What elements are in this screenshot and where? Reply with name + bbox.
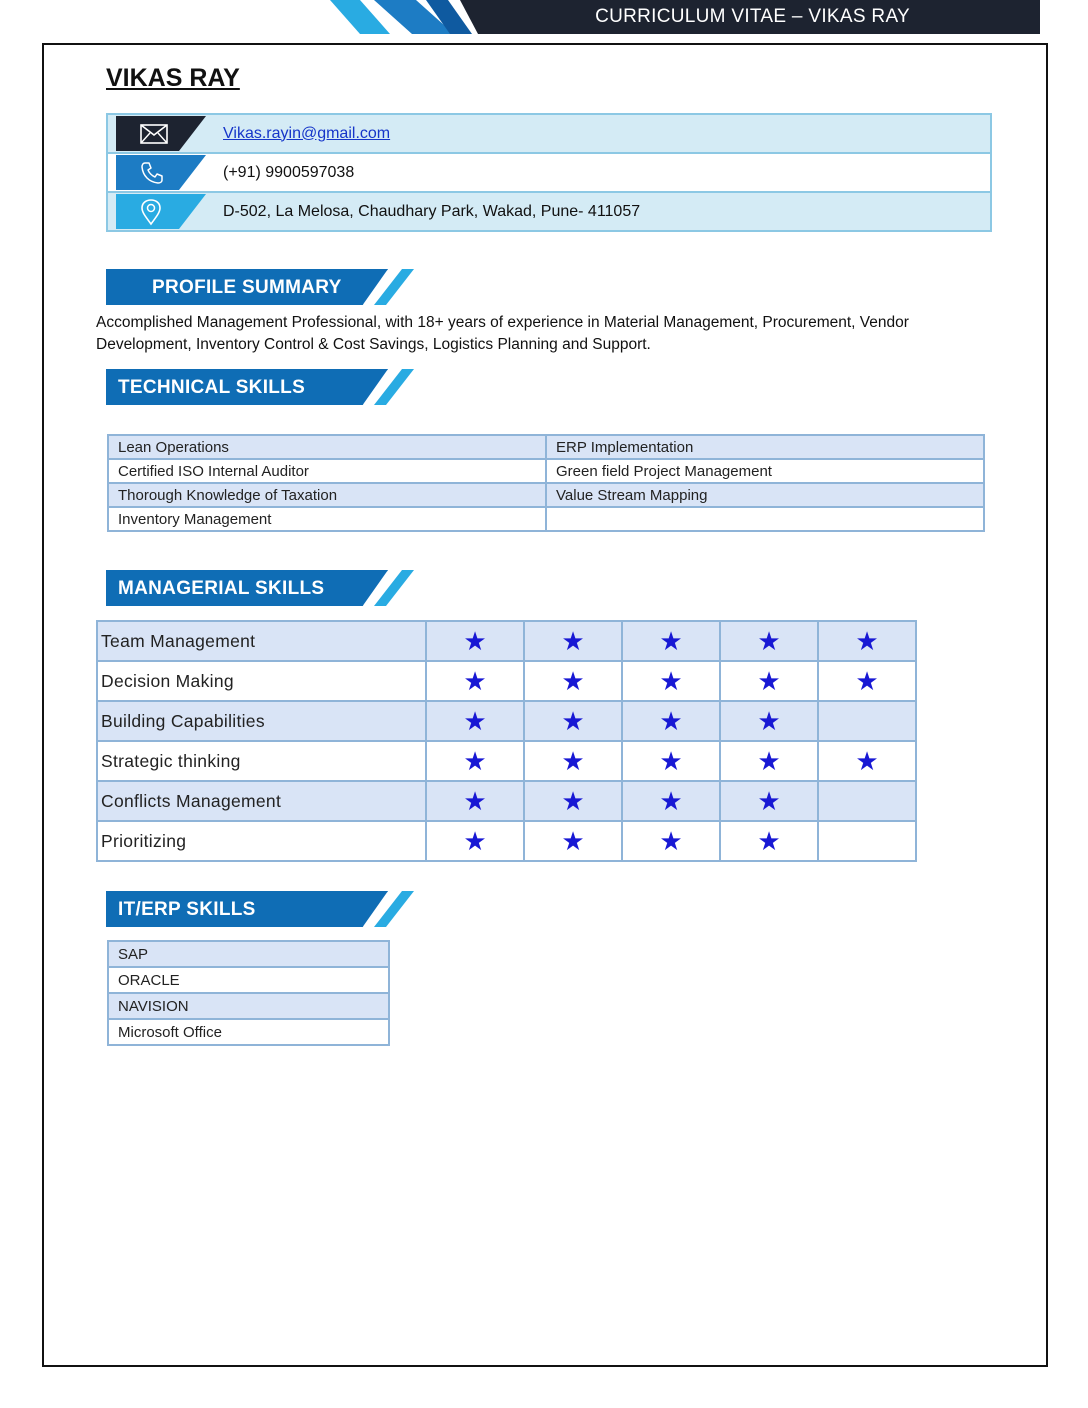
star-icon: ★ <box>720 701 818 741</box>
star-icon: ★ <box>524 621 622 661</box>
skill-name: Prioritizing <box>97 821 426 861</box>
section-header-managerial-skills <box>106 570 416 608</box>
table-row <box>97 781 916 821</box>
star-icon: ★ <box>720 821 818 861</box>
table-row <box>108 507 984 531</box>
star-icon: ★ <box>524 781 622 821</box>
section-header-technical-skills <box>106 369 416 407</box>
table-row <box>108 967 389 993</box>
star-icon: ★ <box>524 661 622 701</box>
table-row <box>108 459 984 483</box>
star-icon: ★ <box>720 781 818 821</box>
table-cell: Microsoft Office <box>108 1019 389 1045</box>
section-title: MANAGERIAL SKILLS <box>118 578 325 599</box>
table-cell: Certified ISO Internal Auditor <box>108 459 546 483</box>
star-icon: ★ <box>622 701 720 741</box>
table-cell: Value Stream Mapping <box>546 483 984 507</box>
candidate-name: VIKAS RAY <box>106 64 240 92</box>
contact-row-email <box>108 115 990 154</box>
empty-rating-cell <box>818 781 916 821</box>
star-icon: ★ <box>622 821 720 861</box>
star-icon: ★ <box>622 781 720 821</box>
section-title: PROFILE SUMMARY <box>152 277 342 298</box>
star-icon: ★ <box>622 741 720 781</box>
table-row <box>108 483 984 507</box>
star-icon: ★ <box>524 821 622 861</box>
table-row <box>108 993 389 1019</box>
empty-rating-cell <box>818 821 916 861</box>
empty-rating-cell <box>818 701 916 741</box>
envelope-icon <box>116 116 206 151</box>
phone-number: (+91) 9900597038 <box>223 163 355 181</box>
table-row <box>97 621 916 661</box>
phone-icon <box>116 155 206 190</box>
top-banner <box>330 0 1040 34</box>
table-row <box>108 435 984 459</box>
address: D-502, La Melosa, Chaudhary Park, Wakad, Pune- 411057 <box>223 202 641 220</box>
skill-name: Conflicts Management <box>97 781 426 821</box>
banner-title: CURRICULUM VITAE – VIKAS RAY <box>595 6 910 27</box>
contact-row-phone <box>108 154 990 193</box>
section-header-profile-summary <box>106 269 416 307</box>
skill-name: Team Management <box>97 621 426 661</box>
table-row <box>97 821 916 861</box>
managerial-skills-table <box>96 620 917 862</box>
star-icon: ★ <box>720 661 818 701</box>
star-icon: ★ <box>426 701 524 741</box>
star-icon: ★ <box>524 741 622 781</box>
table-cell: Lean Operations <box>108 435 546 459</box>
table-row <box>108 941 389 967</box>
contact-row-address <box>108 193 990 230</box>
table-cell: NAVISION <box>108 993 389 1019</box>
skill-name: Decision Making <box>97 661 426 701</box>
star-icon: ★ <box>426 781 524 821</box>
table-cell: Green field Project Management <box>546 459 984 483</box>
location-pin-icon <box>116 194 206 229</box>
star-icon: ★ <box>524 701 622 741</box>
star-icon: ★ <box>818 661 916 701</box>
star-icon: ★ <box>622 621 720 661</box>
table-row <box>97 741 916 781</box>
star-icon: ★ <box>426 821 524 861</box>
star-icon: ★ <box>720 741 818 781</box>
table-row <box>97 701 916 741</box>
section-header-it-erp-skills <box>106 891 416 929</box>
skill-name: Building Capabilities <box>97 701 426 741</box>
table-row <box>97 661 916 701</box>
it-erp-skills-table <box>107 940 390 1046</box>
email-link[interactable]: Vikas.rayin@gmail.com <box>223 124 391 142</box>
profile-summary-text: Accomplished Management Professional, with 18+ years of experience in Material Management, Procurement, Vendor Development, Inventory Control & Cost Savings, Logistics Planning and Support. <box>96 314 909 353</box>
table-row <box>108 1019 389 1045</box>
star-icon: ★ <box>426 741 524 781</box>
star-icon: ★ <box>426 621 524 661</box>
star-icon: ★ <box>720 621 818 661</box>
star-icon: ★ <box>622 661 720 701</box>
table-cell: Inventory Management <box>108 507 546 531</box>
table-cell: Thorough Knowledge of Taxation <box>108 483 546 507</box>
table-cell: ERP Implementation <box>546 435 984 459</box>
contact-block <box>106 113 992 232</box>
technical-skills-table <box>107 434 985 532</box>
table-cell: SAP <box>108 941 389 967</box>
star-icon: ★ <box>818 741 916 781</box>
section-title: IT/ERP SKILLS <box>118 899 256 920</box>
star-icon: ★ <box>818 621 916 661</box>
star-icon: ★ <box>426 661 524 701</box>
table-cell: ORACLE <box>108 967 389 993</box>
skill-name: Strategic thinking <box>97 741 426 781</box>
table-cell <box>546 507 984 531</box>
section-title: TECHNICAL SKILLS <box>118 377 306 398</box>
